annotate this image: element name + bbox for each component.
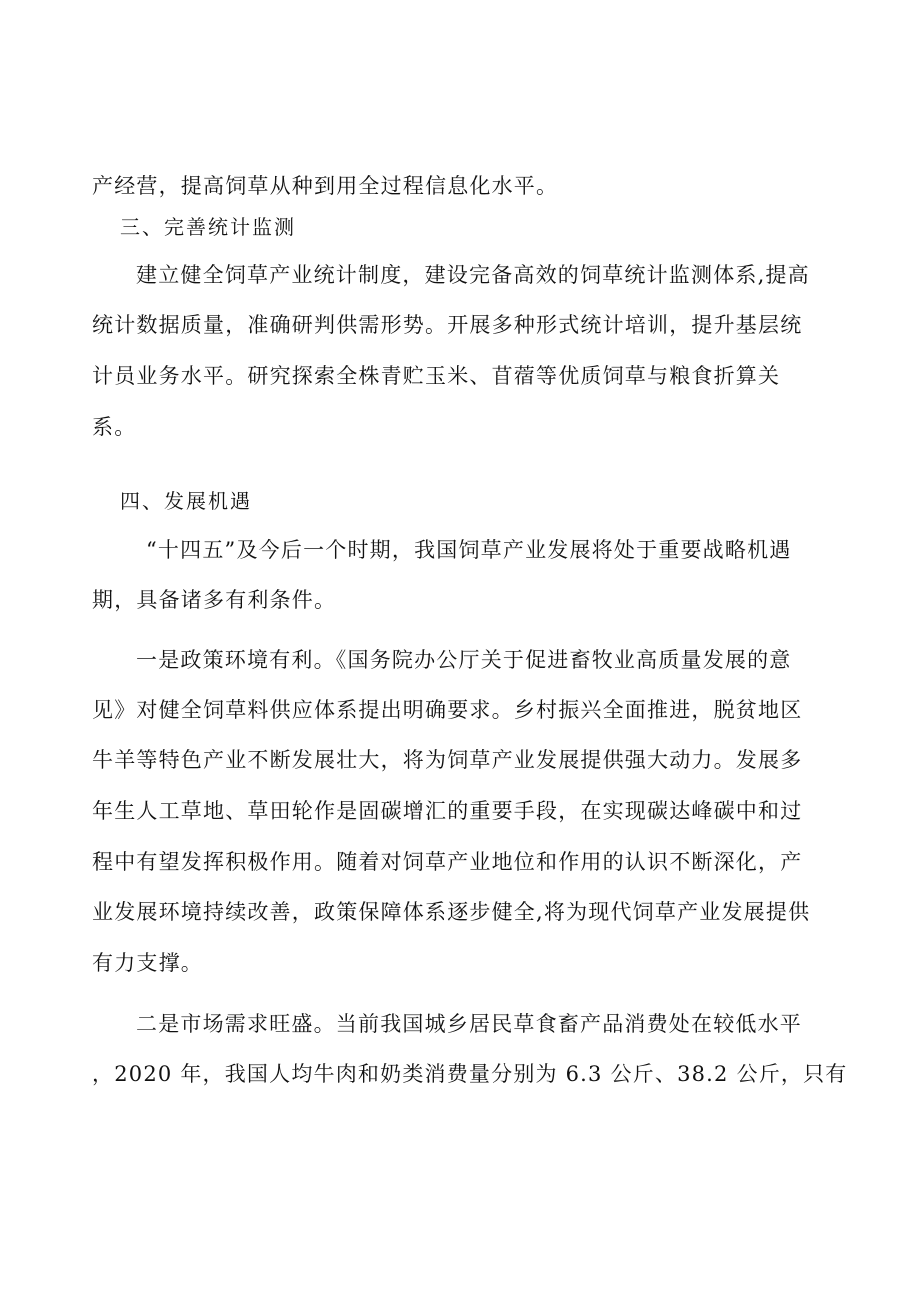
section-3-heading: 三、完善统计监测 — [120, 215, 296, 239]
paragraph-line: 年生人工草地、草田轮作是固碳增汇的重要手段，在实现碳达峰碳中和过 — [92, 799, 803, 823]
paragraph-line-intro-tail: 产经营，提高饲草从种到用全过程信息化水平。 — [92, 174, 559, 198]
paragraph-line: 建立健全饲草产业统计制度，建设完备高效的饲草统计监测体系,提高 — [136, 263, 810, 287]
paragraph-line: 程中有望发挥积极作用。随着对饲草产业地位和作用的认识不断深化，产 — [92, 850, 803, 874]
paragraph-line: 见》对健全饲草料供应体系提出明确要求。乡村振兴全面推进，脱贫地区 — [92, 698, 803, 722]
paragraph-line: 统计数据质量，准确研判供需形势。开展多种形式统计培训，提升基层统 — [92, 313, 803, 337]
paragraph-line: 二是市场需求旺盛。当前我国城乡居民草食畜产品消费处在较低水平 — [136, 1012, 802, 1036]
paragraph-line: 系。 — [92, 415, 137, 439]
section-4-heading: 四、发展机遇 — [120, 489, 252, 513]
paragraph-line: ，2020 年，我国人均牛肉和奶类消费量分别为 6.3 公斤、38.2 公斤，只有 — [92, 1062, 848, 1086]
paragraph-line: 牛羊等特色产业不断发展壮大，将为饲草产业发展提供强大动力。发展多 — [92, 748, 803, 772]
paragraph-line: “十四五”及今后一个时期，我国饲草产业发展将处于重要战略机遇 — [146, 538, 792, 562]
paragraph-line: 计员业务水平。研究探索全株青贮玉米、苜蓿等优质饲草与粮食折算关 — [92, 364, 781, 388]
paragraph-line: 有力支撑。 — [92, 951, 203, 975]
paragraph-line: 期，具备诸多有利条件。 — [92, 588, 337, 612]
paragraph-line: 业发展环境持续改善，政策保障体系逐步健全,将为现代饲草产业发展提供 — [92, 900, 811, 924]
paragraph-line: 一是政策环境有利。《国务院办公厅关于促进畜牧业高质量发展的意 — [136, 648, 792, 672]
